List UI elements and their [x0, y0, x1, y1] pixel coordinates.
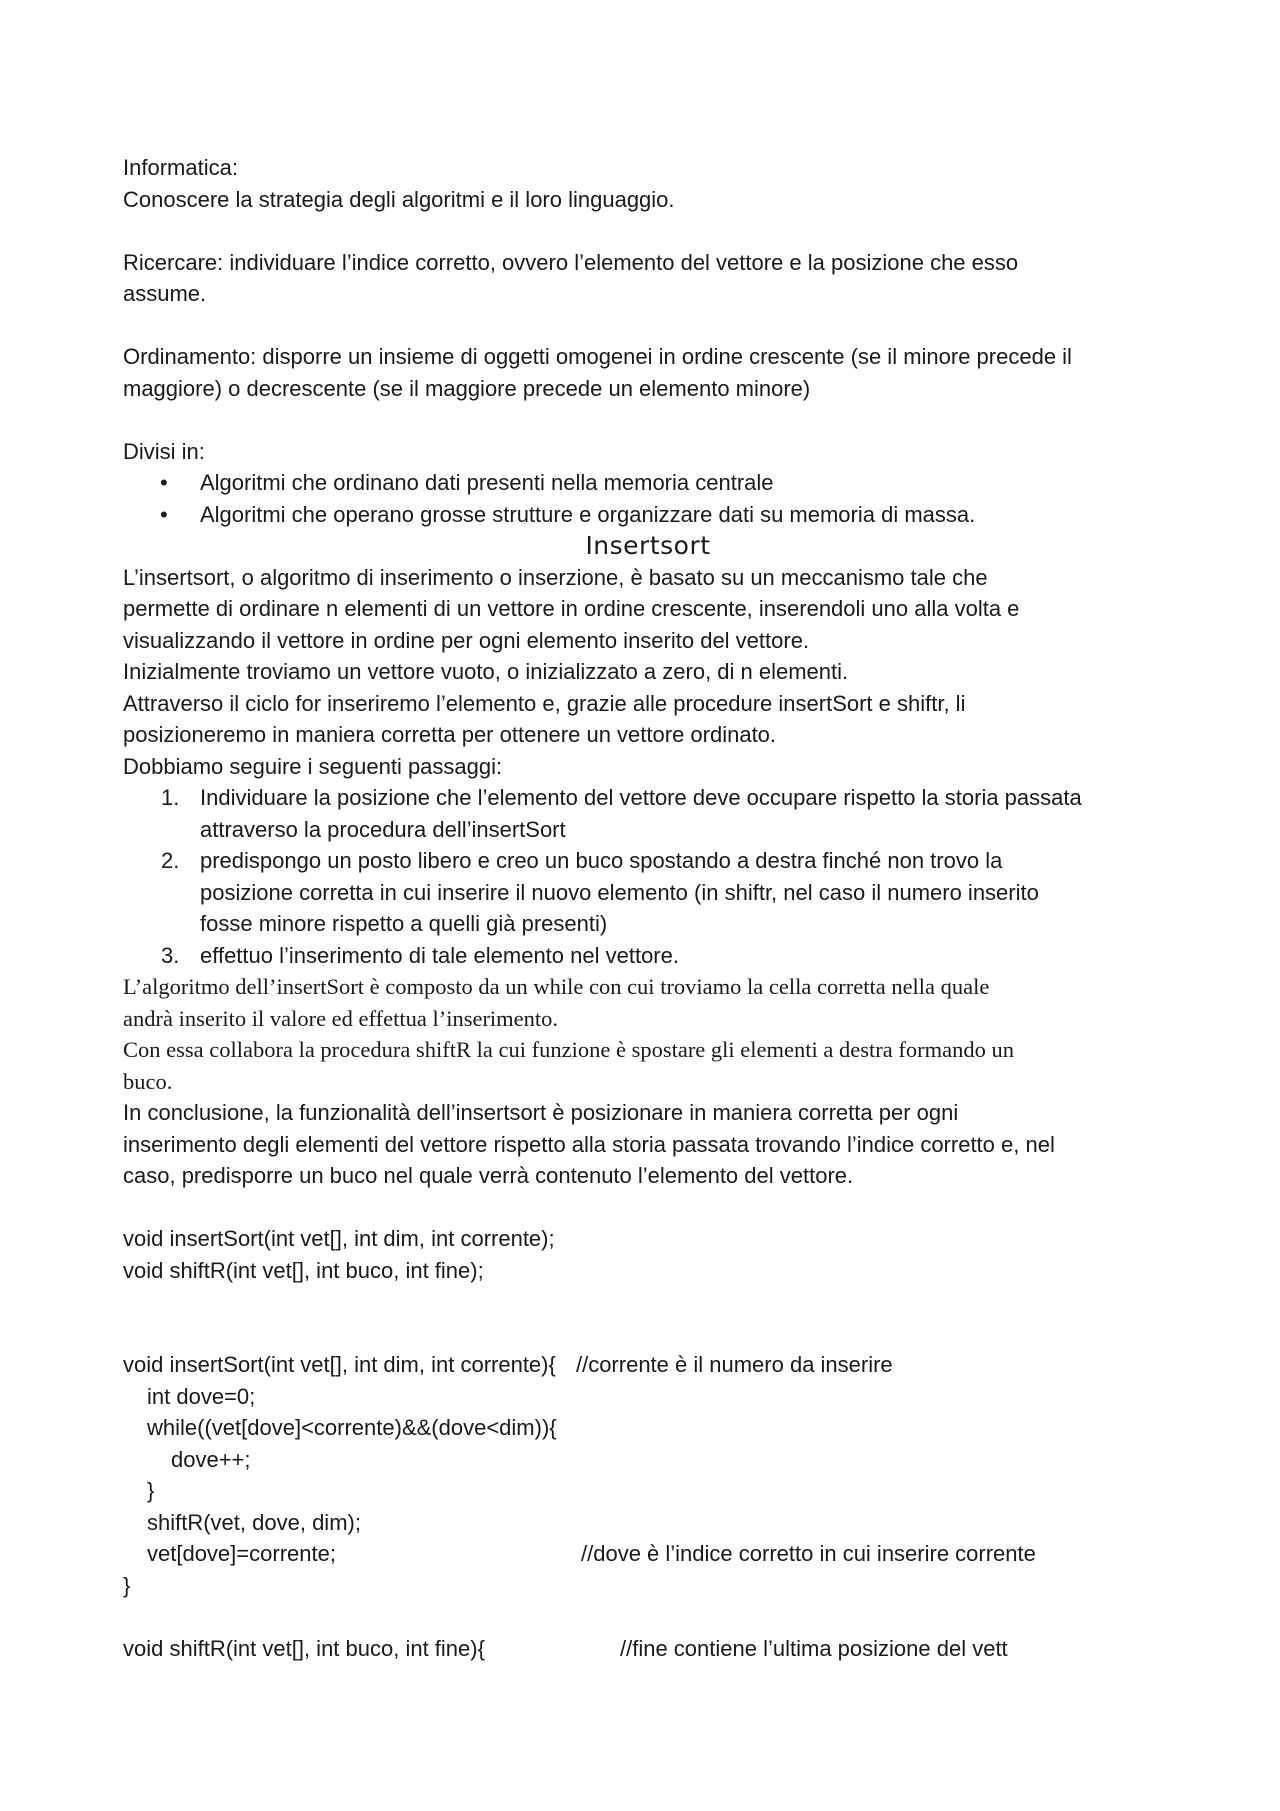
paragraph-line: Inizialmente troviamo un vettore vuoto, o inizializzato a zero, di n elementi. [123, 659, 849, 684]
blank-line [123, 1286, 1173, 1318]
ordinamento-line: Ordinamento: disporre un insieme di oggetti omogenei in ordine crescente (se il minore precede il [123, 344, 1072, 369]
code-line: shiftR(vet, dove, dim); [147, 1509, 361, 1535]
bullet-marker: • [160, 470, 168, 495]
bullet-item [123, 467, 1173, 499]
code-comment: //fine contiene l’ultima posizione del vett [620, 1635, 1008, 1661]
intro-line: Conoscere la strategia degli algoritmi e il loro linguaggio. [123, 186, 675, 212]
step-number: 2. [161, 848, 180, 873]
bullet-text: Algoritmi che operano grosse strutture e organizzare dati su memoria di massa. [200, 501, 976, 527]
ricercare-line: assume. [123, 281, 207, 306]
conclusion-line: caso, predisporre un buco nel quale verrà contenuto l’elemento del vettore. [123, 1163, 854, 1188]
code-statement: vet[dove]=corrente; [147, 1541, 336, 1566]
prototype-line: void shiftR(int vet[], int buco, int fine); [123, 1257, 484, 1283]
code-line: int dove=0; [147, 1383, 256, 1409]
bullet-marker: • [160, 501, 168, 527]
numbered-step [123, 940, 1173, 972]
step-text: attraverso la procedura dell’insertSort [200, 816, 566, 842]
code-comment: //corrente è il numero da inserire [575, 1352, 893, 1377]
document-body [123, 152, 1173, 1664]
step-text: posizione corretta in cui inserire il nuovo elemento (in shiftr, nel caso il numero inserito [200, 879, 1039, 905]
code-line [123, 1349, 1173, 1381]
serif-line: Con essa collabora la procedura shiftR la cui funzione è spostare gli elementi a destra formando un [123, 1037, 1014, 1062]
blank-line [123, 215, 1173, 247]
code-line: while((vet[dove]<corrente)&&(dove<dim)){ [147, 1415, 557, 1440]
paragraph-line: permette di ordinare n elementi di un vettore in ordine crescente, inserendoli uno alla volta e [123, 596, 1020, 621]
blank-line [123, 404, 1173, 436]
conclusion-line: inserimento degli elementi del vettore rispetto alla storia passata trovando l’indice corretto e, nel [123, 1131, 1055, 1157]
bullet-text: Algoritmi che ordinano dati presenti nella memoria centrale [200, 470, 774, 495]
step-text: predispongo un posto libero e creo un buco spostando a destra finché non trovo la [200, 848, 1003, 873]
code-signature: void shiftR(int vet[], int buco, int fine){ [123, 1635, 485, 1661]
code-comment: //dove è l’indice corretto in cui inserire corrente [581, 1541, 1036, 1566]
intro-line: Informatica: [123, 155, 238, 180]
step-text: effettuo l’inserimento di tale elemento nel vettore. [200, 942, 679, 968]
step-number: 3. [161, 942, 180, 968]
numbered-step [123, 782, 1173, 845]
serif-line: andrà inserito il valore ed effettua l’inserimento. [123, 1005, 559, 1031]
paragraph-line: visualizzando il vettore in ordine per ogni elemento inserito del vettore. [123, 627, 810, 653]
paragraph-line: Dobbiamo seguire i seguenti passaggi: [123, 753, 503, 779]
code-line: dove++; [171, 1446, 251, 1472]
ricercare-line: Ricercare: individuare l’indice corretto, ovvero l’elemento del vettore e la posizione che esso [123, 249, 1019, 275]
serif-line: L’algoritmo dell’insertSort è composto da un while con cui troviamo la cella corretta nella quale [123, 974, 990, 999]
section-heading: Insertsort [585, 531, 711, 560]
paragraph-line: Attraverso il ciclo for inseriremo l’elemento e, grazie alle procedure insertSort e shiftr, li [123, 690, 966, 716]
serif-line: buco. [123, 1068, 173, 1094]
paragraph-line: posizioneremo in maniera corretta per ottenere un vettore ordinato. [123, 722, 777, 747]
step-text: Individuare la posizione che l’elemento del vettore deve occupare rispetto la storia passata [200, 785, 1082, 810]
code-signature: void insertSort(int vet[], int dim, int corrente){ [123, 1352, 556, 1377]
blank-line [123, 310, 1173, 342]
code-line: } [123, 1572, 131, 1598]
step-number: 1. [161, 785, 180, 810]
prototype-line: void insertSort(int vet[], int dim, int corrente); [123, 1226, 555, 1251]
blank-line [123, 1601, 1173, 1633]
ordinamento-line: maggiore) o decrescente (se il maggiore precede un elemento minore) [123, 375, 811, 401]
paragraph-line: L’insertsort, o algoritmo di inserimento o inserzione, è basato su un meccanismo tale che [123, 564, 988, 590]
step-text: fosse minore rispetto a quelli già presenti) [200, 911, 608, 936]
code-line [123, 1538, 1173, 1570]
numbered-step [123, 845, 1173, 940]
code-line: } [147, 1478, 155, 1503]
conclusion-line: In conclusione, la funzionalità dell’insertsort è posizionare in maniera corretta per ogni [123, 1100, 959, 1125]
bullet-item [123, 499, 1173, 531]
code-line [123, 1633, 1173, 1665]
divisi-title: Divisi in: [123, 438, 205, 464]
blank-line [123, 1318, 1173, 1350]
blank-line [123, 1192, 1173, 1224]
